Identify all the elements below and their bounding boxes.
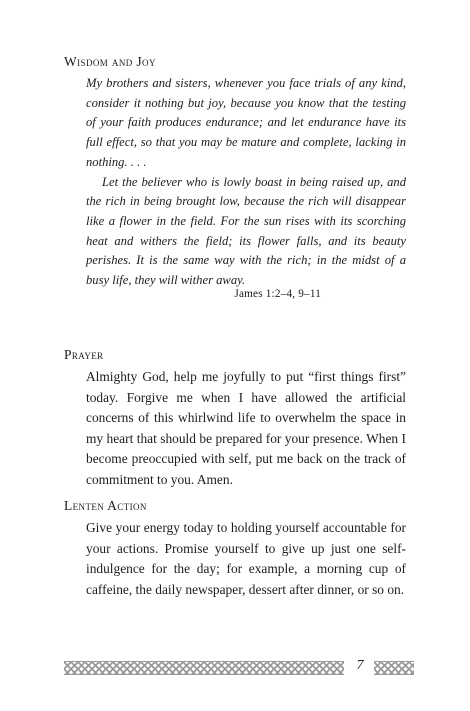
decorative-border-left — [64, 661, 344, 675]
scripture-paragraph-1: My brothers and sisters, whenever you face trials of any kind, consider it nothing but joy, because you know that the testing of your faith produces endurance; and let endurance have its full effect, so that you may be mature and complete, lacking in nothing. . . . — [86, 76, 406, 169]
scripture-paragraph-2: Let the believer who is lowly boast in being raised up, and the rich in being brought low, because the rich will disappear like a flower in the field. For the sun rises with its scorching heat and withers the field; its flower falls, and its beauty perishes. It is the same way with the rich; in the midst of a busy life, they will wither away. — [86, 174, 406, 288]
lenten-action-text: Give your energy today to holding yourself accountable for your actions. Promise yourself to give up just one self-indulgence for the day; for example, a morning cup of caffeine, the daily newspaper, dessert after dinner, or so on. — [86, 520, 406, 597]
page-footer — [64, 658, 414, 675]
scripture-passage — [86, 74, 406, 291]
section-heading-prayer: Prayer — [64, 347, 104, 362]
citation-text: James 1:2–4, 9–11 — [234, 288, 321, 300]
prayer-text: Almighty God, help me joyfully to put “first things first” today. Forgive me when I have allowed the artificial concerns of this whirlwind life to overwhelm the space in my heart that should be prepared for your presence. When I become preoccupied with self, put me back on the track of commitment to you. Amen. — [86, 369, 406, 487]
decorative-border-right — [374, 661, 414, 675]
scripture-citation — [86, 288, 406, 300]
page-number: 7 — [356, 658, 364, 673]
section-heading-wisdom-and-joy: Wisdom and Joy — [64, 54, 156, 69]
section-heading-lenten-action: Lenten Action — [64, 498, 147, 513]
